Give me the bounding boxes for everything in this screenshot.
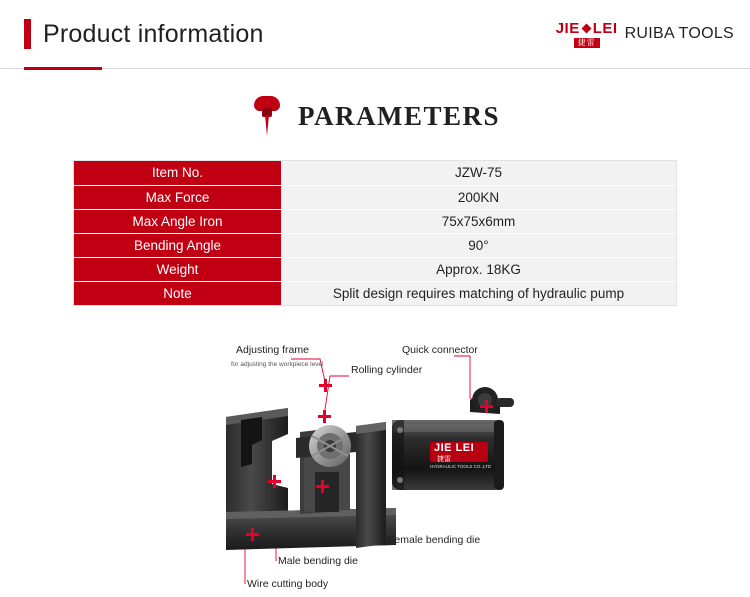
table-key: Weight xyxy=(74,257,281,281)
table-key: Bending Angle xyxy=(74,233,281,257)
marker-rolling-cylinder xyxy=(318,410,331,423)
jielei-logo xyxy=(556,21,618,48)
page-header xyxy=(0,0,750,68)
table-row xyxy=(74,185,676,209)
product-logo-text: JIE LEI xyxy=(434,442,475,454)
brand-name: RUIBA TOOLS xyxy=(624,25,734,42)
marker-male-die xyxy=(316,480,329,493)
parameters-table xyxy=(73,160,677,306)
table-key: Item No. xyxy=(74,161,281,185)
product-logo-sub: 捷雷 xyxy=(437,456,451,463)
marker-female-die xyxy=(268,475,281,488)
table-row xyxy=(74,161,676,185)
section-title: PARAMETERS xyxy=(297,100,500,131)
product-figure xyxy=(0,312,750,597)
product-logo-tagline: HYDRAULIC TOOLS CO.,LTD xyxy=(430,464,492,469)
table-value: 90° xyxy=(281,233,676,257)
callout-rolling-cylinder: Rolling cylinder xyxy=(351,364,423,376)
pin-icon xyxy=(250,94,284,138)
header-divider xyxy=(0,68,750,69)
diamond-icon xyxy=(581,23,591,33)
product-illustration xyxy=(0,312,750,597)
table-key: Max Force xyxy=(74,185,281,209)
table-value: JZW-75 xyxy=(281,161,676,185)
brand-logo-word-lei: LEI xyxy=(592,19,618,37)
marker-wire-cutting-body xyxy=(246,528,259,541)
callout-male-bending-die: Male bending die xyxy=(278,555,358,567)
page-title: Product information xyxy=(43,19,264,48)
marker-adjusting-frame xyxy=(319,379,332,392)
brand-logo-sub: 捷雷 xyxy=(574,38,600,48)
table-value: 75x75x6mm xyxy=(281,209,676,233)
marker-quick-connector xyxy=(480,400,493,413)
table-row xyxy=(74,281,676,305)
brand-logo-word-jie: JIE xyxy=(555,19,580,37)
header-divider-accent xyxy=(24,67,102,70)
callout-adjusting-frame-sub: for adjusting the workpiece level xyxy=(231,361,324,368)
table-row xyxy=(74,257,676,281)
table-row xyxy=(74,233,676,257)
table-row xyxy=(74,209,676,233)
callout-quick-connector: Quick connector xyxy=(402,344,478,356)
header-accent-bar xyxy=(24,19,31,49)
brand-logo-text xyxy=(556,21,618,36)
brand-block xyxy=(556,21,734,48)
callout-female-bending-die: Female bending die xyxy=(388,534,481,546)
parameters-heading xyxy=(0,94,750,138)
table-value: 200KN xyxy=(281,185,676,209)
callout-adjusting-frame: Adjusting frame xyxy=(236,344,309,356)
table-key: Max Angle Iron xyxy=(74,209,281,233)
table-value: Approx. 18KG xyxy=(281,257,676,281)
callout-wire-cutting-body: Wire cutting body xyxy=(247,578,329,590)
table-value: Split design requires matching of hydraulic pump xyxy=(281,281,676,305)
table-key: Note xyxy=(74,281,281,305)
